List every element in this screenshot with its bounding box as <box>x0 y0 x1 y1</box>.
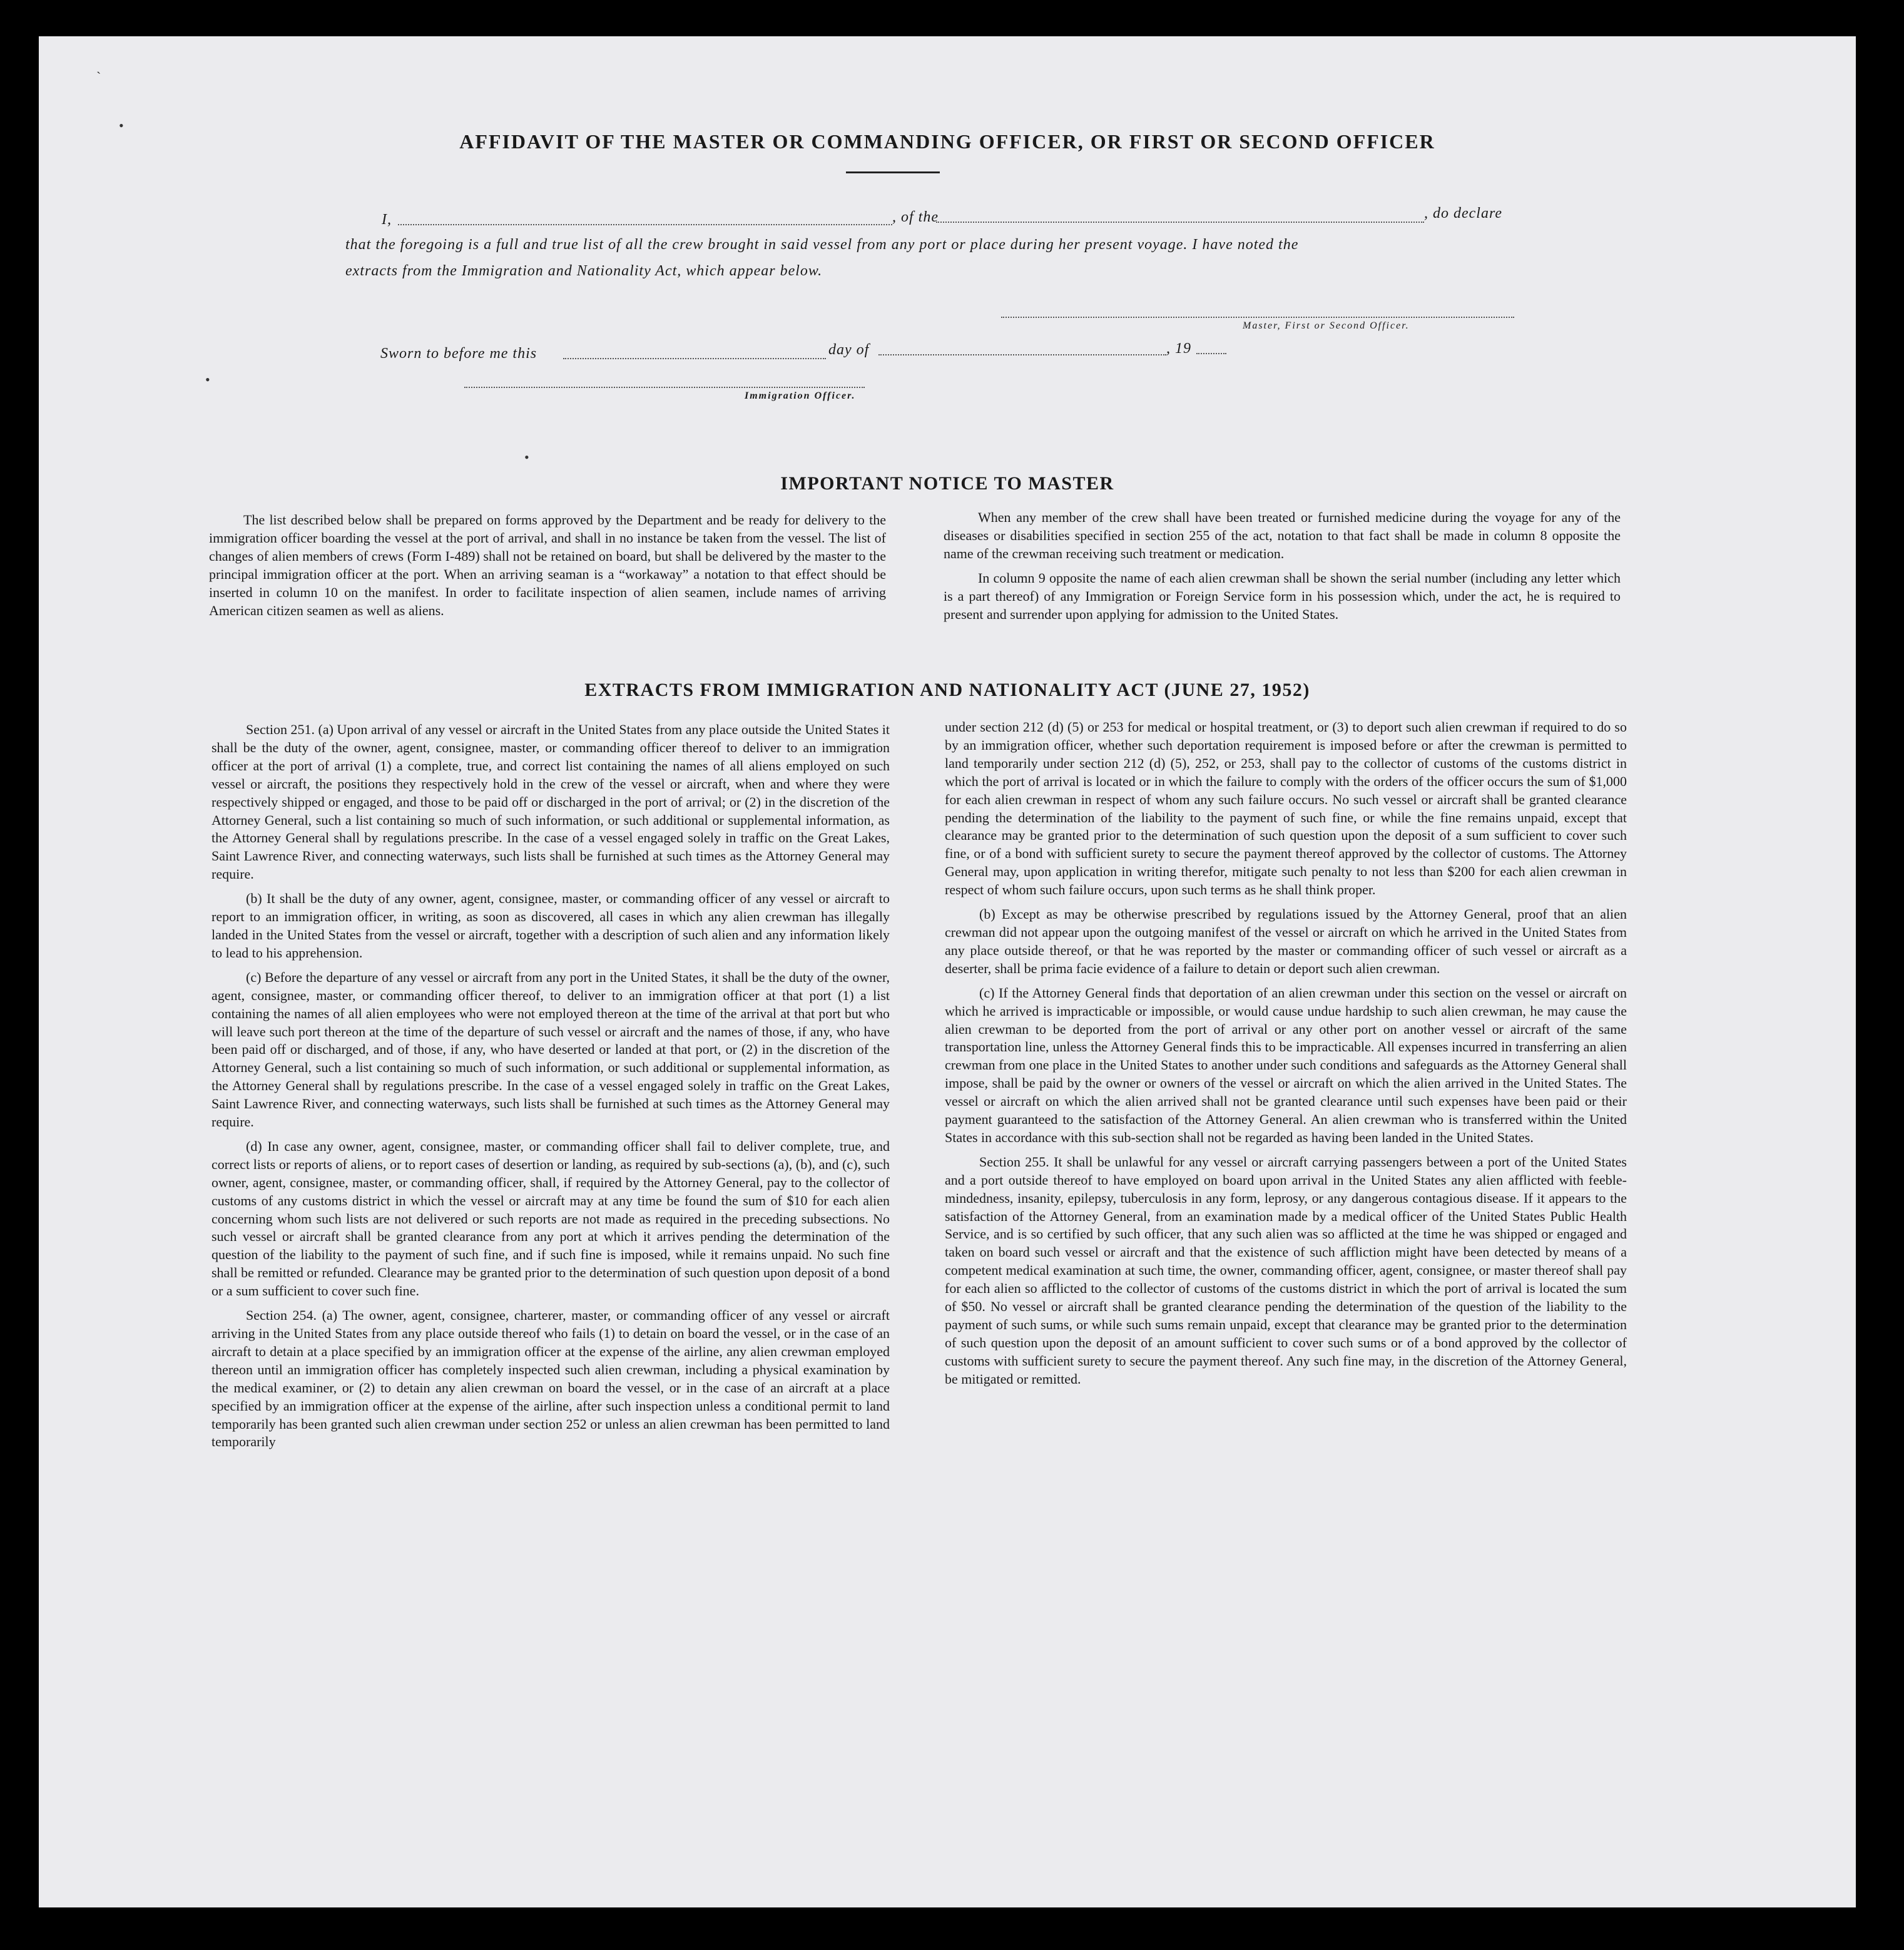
act-section-paragraph: (c) If the Attorney General finds that deportation of an alien crewman under this section on the vessel or aircraft on which he arrived is impracticable or impossible, or would cause undue hardship to such alien crewman, he may cause the alien crewman to be deported from the port of arrival or any other port on another vessel or aircraft of the same transportation line, unless the Attorney General finds this to be impracticable. All expenses incurred in transferring an alien crewman from one place in the United States to another under such conditions and safeguards as the Attorney General shall impose, shall be paid by the owner or owners of the vessel or aircraft on which the alien arrived in the United States. The vessel or aircraft on which the alien arrived shall not be granted clearance until such expenses have been paid or their payment guaranteed to the satisfaction of the Attorney General. An alien crewman who is transferred within the United States in accordance with this sub-section shall not be regarded as having been landed in the United States. <box>945 984 1627 1145</box>
sworn-year-field[interactable] <box>1196 353 1226 354</box>
act-section-paragraph: (c) Before the departure of any vessel or aircraft from any port in the United States, it shall be the duty of the owner, agent, consignee, master, or commanding officer thereof, to deliver to an immigration officer at that port (1) a list containing the names of all alien employees who were not employed thereon at the time of the arrival at that port but who will leave such port thereon at the time of the departure of such vessel or aircraft and the names of those, if any, who have been paid off or discharged, and of those, if any, who have deserted or landed at that port, or (2) in the discretion of the Attorney General, such a list containing so much of such information, or such additional or supplemental information, as the Attorney General shall by regulations prescribe. In the case of a vessel engaged solely in traffic on the Great Lakes, Saint Lawrence River, and connecting waterways, such lists shall be furnished at such times as the Attorney General may require. <box>211 969 890 1130</box>
declarant-name-field[interactable] <box>398 224 892 225</box>
immigration-officer-label: Immigration Officer. <box>745 391 856 401</box>
extracts-right-column <box>945 718 1627 1395</box>
document-page <box>39 36 1856 1907</box>
immigration-officer-signature-field[interactable] <box>464 387 865 388</box>
notice-heading: IMPORTANT NOTICE TO MASTER <box>780 473 1114 494</box>
extracts-left-column <box>211 721 890 1457</box>
notice-paragraph: The list described below shall be prepared on forms approved by the Department and be ready for delivery to the immigration officer boarding the vessel at the port of arrival, and shall in no instance be taken from the vessel. The list of changes of alien members of crews (Form I-489) shall not be retained on board, but shall be delivered by the master to the principal immigration officer at the port. When an arriving seaman is a “workaway” a notation to that effect should be inserted in column 10 on the manifest. In order to facilitate inspection of alien seamen, include names of arriving American citizen seamen as well as aliens. <box>209 512 886 618</box>
notice-left-column <box>209 511 886 626</box>
scan-speck: ` <box>96 69 101 84</box>
title-divider <box>846 171 940 173</box>
act-section-paragraph: (d) In case any owner, agent, consignee, master, or commanding officer shall fail to deliver complete, true, and correct lists or reports of aliens, or to report cases of desertion or landing, as required by sub-sections (a), (b), and (c), such owner, agent, consignee, master, or commanding officer, shall, if required by the Attorney General, pay to the collector of customs of any customs district in which the vessel or aircraft may at any time be found the sum of $10 for each alien concerning whom such lists are not delivered or such reports are not made as required in the preceding subsections. No such vessel or aircraft shall be granted clearance from any port at which it arrives pending the determination of the question of the liability to the payment of such fine, and if such fine is imposed, while it remains unpaid. No such fine shall be remitted or refunded. Clearance may be granted prior to the determination of such question upon deposit of a bond or a sum sufficient to cover such fine. <box>211 1138 890 1299</box>
day-of-label: day of <box>828 342 870 358</box>
sworn-month-field[interactable] <box>878 354 1166 355</box>
act-section-paragraph: under section 212 (d) (5) or 253 for medical or hospital treatment, or (3) to deport such alien crewman if required to do so by an immigration officer, whether such deportation requirement is imposed before or after the crewman is permitted to land temporarily under section 212 (d) (5), 252, or 253, shall pay to the collector of customs of the customs district in which the port of arrival is located or in which the failure to comply with the orders of the officer occurs the sum of $1,000 for each alien crewman in respect of whom any such failure occurs. No such vessel or aircraft shall be granted clearance pending the determination of the liability to the payment of such fine, or while the fine remains unpaid, except that clearance may be granted prior to the determination of such question upon the deposit of a sum sufficient to cover such fine, or of a bond with sufficient surety to secure the payment thereof approved by the collector of customs. The Attorney General may, upon application in writing therefor, mitigate such penalty to not less than $200 for each alien crewman in respect of whom such failure occurs, upon such terms as he shall think proper. <box>945 719 1627 898</box>
master-signature-field[interactable] <box>1001 317 1514 318</box>
act-section-paragraph: Section 254. (a) The owner, agent, consignee, charterer, master, or commanding officer of any vessel or aircraft arriving in the United States from any place outside thereof who fails (1) to detain on board the vessel, or in the case of an aircraft to detain at a place specified by an immigration officer at the expense of the airline, any alien crewman employed thereon until an immigration officer has completely inspected such alien crewman, including a physical examination by the medical examiner, or (2) to detain any alien crewman on board the vessel, or in the case of an aircraft at a place specified by an immigration officer at the expense of the airline, after such inspection unless a conditional permit to land temporarily has been granted such alien crewman under section 252 or unless an alien crewman has been permitted to land temporarily <box>211 1307 890 1450</box>
notice-paragraph: In column 9 opposite the name of each alien crewman shall be shown the serial number (including any letter which is a part thereof) of any Immigration or Foreign Service form in his possession which, under the act, he is required to present and surrender upon applying for admission to the United States. <box>944 570 1621 622</box>
act-section-paragraph: (b) It shall be the duty of any owner, agent, consignee, master, or commanding officer of any vessel or aircraft to report to an immigration officer, in writing, as soon as discovered, all cases in which any alien crewman has illegally landed in the United States from the vessel or aircraft, together with a description of such alien and any information likely to lead to his apprehension. <box>211 891 890 961</box>
sworn-day-field[interactable] <box>563 358 826 359</box>
scan-speck: • <box>524 449 529 465</box>
notice-right-column <box>944 508 1621 630</box>
scan-speck: • <box>119 118 124 133</box>
sworn-label: Sworn to before me this <box>380 345 537 362</box>
vessel-name-field[interactable] <box>936 222 1424 223</box>
act-section-paragraph: Section 251. (a) Upon arrival of any vessel or aircraft in the United States from any place outside the United States it shall be the duty of the owner, agent, consignee, master, or commanding officer thereof to deliver to an immigration officer at the port of arrival (1) a complete, true, and correct list containing the names of all aliens employed on such vessel or aircraft, the positions they respectively hold in the crew of the vessel or aircraft, when and where they were respectively shipped or engaged, and those to be paid off or discharged in the port of arrival; or (2) in the discretion of the Attorney General, such a list containing so much of such information, or such additional or supplemental information, as the Attorney General shall by regulations prescribe. In the case of a vessel engaged solely in traffic on the Great Lakes, Saint Lawrence River, and connecting waterways, such lists shall be furnished at such times as the Attorney General may require. <box>211 722 890 882</box>
notice-paragraph: When any member of the crew shall have been treated or furnished medicine during the voyage for any of the diseases or disabilities specified in section 255 of the act, notation to that fact shall be made in column 8 opposite the name of the crewman receiving such treatment or medication. <box>944 509 1621 561</box>
extracts-heading: EXTRACTS FROM IMMIGRATION AND NATIONALITY ACT (JUNE 27, 1952) <box>584 680 1310 700</box>
act-section-paragraph: (b) Except as may be otherwise prescribed by regulations issued by the Attorney General, proof that an alien crewman did not appear upon the outgoing manifest of the vessel or aircraft on which he arrived in the United States from any place outside thereof, or that he was reported by the master or commanding officer of such vessel or aircraft as a deserter, shall be prima facie evidence of a failure to detain or deport such alien crewman. <box>945 906 1627 976</box>
master-signature-label: Master, First or Second Officer. <box>1243 320 1410 331</box>
scan-speck: • <box>205 372 210 387</box>
declarant-label: I, <box>382 212 392 228</box>
of-the-label: , of the <box>892 209 939 225</box>
act-section-paragraph: Section 255. It shall be unlawful for any vessel or aircraft carrying passengers between a port of the United States and a port outside thereof to have employed on board upon arrival in the United States any alien afflicted with feeble-mindedness, insanity, epilepsy, tuberculosis in any form, leprosy, or any dangerous contagious disease. If it appears to the satisfaction of the Attorney General, from an examination made by a medical officer of the United States Public Health Service, and is so certified by such officer, that any such alien was so afflicted at the time he was shipped or engaged and taken on board such vessel or aircraft and that the existence of such affliction might have been detected by means of a competent medical examination at such time, the owner, commanding officer, agent, consignee, or master thereof shall pay for each alien so afflicted to the collector of customs of the customs district in which the port of arrival is located the sum of $50. No vessel or aircraft shall be granted clearance pending the determination of the question of the liability to the payment of such sums, or while such sums remain unpaid, except that clearance may be granted prior to the determination of such question upon the deposit of an amount sufficient to cover such sums or of a bond approved by the collector of customs with sufficient surety to secure the payment thereof. Any such fine may, in the discretion of the Attorney General, be mitigated or remitted. <box>945 1153 1627 1387</box>
declaration-text: extracts from the Immigration and Nationality Act, which appear below. <box>345 263 823 279</box>
affidavit-title: AFFIDAVIT OF THE MASTER OR COMMANDING OFFICER, OR FIRST OR SECOND OFFICER <box>459 130 1435 153</box>
do-declare-label: , do declare <box>1424 205 1503 222</box>
declaration-text: that the foregoing is a full and true list of all the crew brought in said vessel from any port or place during her present voyage. I have noted the <box>345 237 1299 253</box>
year-label: , 19 <box>1166 340 1191 357</box>
